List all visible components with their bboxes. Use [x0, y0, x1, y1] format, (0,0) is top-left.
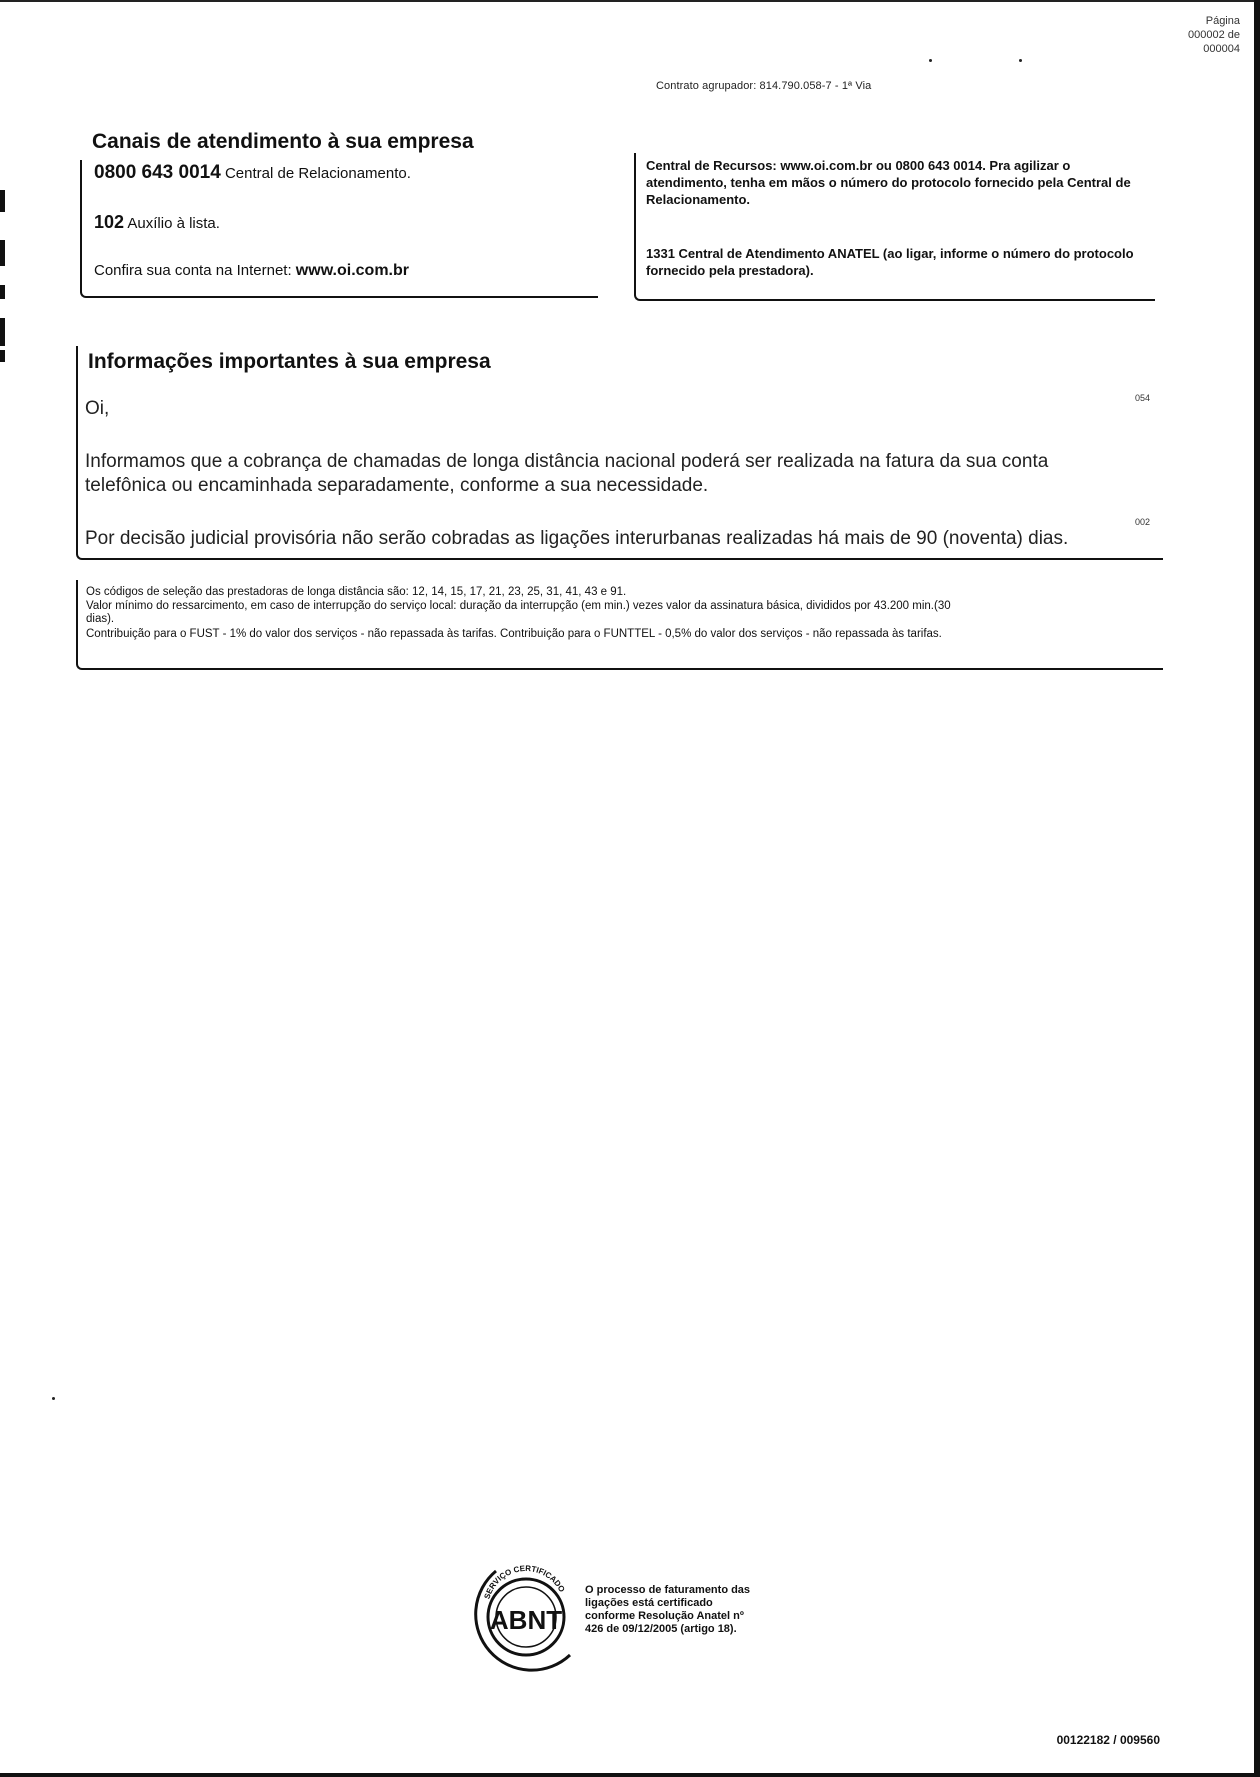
scan-edge-mark [0, 190, 5, 212]
internet-prefix: Confira sua conta na Internet: [94, 262, 292, 279]
legal-line-ressarcimento: Valor mínimo do ressarcimento, em caso de interrupção do serviço local: duração da interrupção (em min.) vezes valor da assinatura básica, divididos por 43.200 min.(30 [86, 600, 951, 612]
footer-code: 00122182 / 009560 [1056, 1733, 1160, 1747]
scan-speck [929, 59, 932, 62]
scan-edge-mark [0, 350, 5, 362]
legal-line-ressarcimento-end: dias). [86, 613, 115, 625]
abnt-certification-seal [466, 1555, 586, 1675]
info-greeting: Oi, [85, 398, 110, 419]
scan-edge-mark [0, 318, 5, 346]
list-number: 102 [94, 212, 125, 232]
anatel-text: 1331 Central de Atendimento ANATEL (ao ligar, informe o número do protocolo fornecido pela prestadora). [646, 246, 1134, 278]
internet-line [94, 262, 409, 280]
phone-number: 0800 643 0014 [94, 162, 221, 183]
list-line [94, 212, 220, 233]
scan-speck [1019, 59, 1022, 62]
page-number-total: 000004 [1203, 43, 1240, 55]
page-number-label: Página [1205, 15, 1240, 27]
legal-box [76, 580, 1163, 670]
page-number-current: 000002 de [1188, 29, 1240, 41]
page-border-bottom [0, 1773, 1260, 1777]
info-paragraph-2: Por decisão judicial provisória não serão cobradas as ligações interurbanas realizadas há mais de 90 (noventa) dias. [85, 528, 1069, 549]
list-desc: Auxílio à lista. [127, 215, 220, 232]
recursos-box [634, 153, 1155, 301]
seal-description: O processo de faturamento das ligações está certificado conforme Resolução Anatel nº 426 de 09/12/2005 (artigo 18). [585, 1584, 751, 1635]
canais-title: Canais de atendimento à sua empresa [92, 130, 474, 153]
phone-line [94, 162, 411, 184]
contract-number: Contrato agrupador: 814.790.058-7 - 1ª Via [656, 80, 872, 92]
seal-logo-text: ABNT [489, 1605, 563, 1635]
info-title: Informações importantes à sua empresa [88, 350, 491, 373]
legal-line-contribuicao: Contribuição para o FUST - 1% do valor dos serviços - não repassada às tarifas. Contribuição para o FUNTTEL - 0,5% do valor dos serviços - não repassada às tarifas. [86, 628, 942, 640]
phone-desc: Central de Relacionamento. [224, 165, 411, 182]
scan-speck [52, 1397, 55, 1400]
message-code-2: 002 [1135, 517, 1151, 527]
canais-box [80, 160, 598, 298]
info-box [76, 346, 1163, 560]
page-number [1160, 14, 1240, 56]
message-code-1: 054 [1135, 393, 1151, 403]
internet-link[interactable]: www.oi.com.br [295, 262, 409, 279]
page-border-right [1254, 0, 1260, 1777]
recursos-text: Central de Recursos: www.oi.com.br ou 0800 643 0014. Pra agilizar o atendimento, tenha em mãos o número do protocolo fornecido pela Central de Relacionamento. [646, 158, 1131, 207]
scan-edge-mark [0, 285, 5, 299]
page-border-top [0, 0, 1260, 2]
info-paragraph-1: Informamos que a cobrança de chamadas de longa distância nacional poderá ser realizada na fatura da sua conta telefônica ou encaminhada separadamente, conforme a sua necessidade. [85, 451, 1049, 496]
scan-edge-mark [0, 240, 5, 266]
seal-ring-text: SERVIÇO CERTIFICADO [482, 1563, 567, 1601]
legal-line-codes: Os códigos de seleção das prestadoras de longa distância são: 12, 14, 15, 17, 21, 23, 25, 31, 41, 43 e 91. [86, 586, 627, 598]
